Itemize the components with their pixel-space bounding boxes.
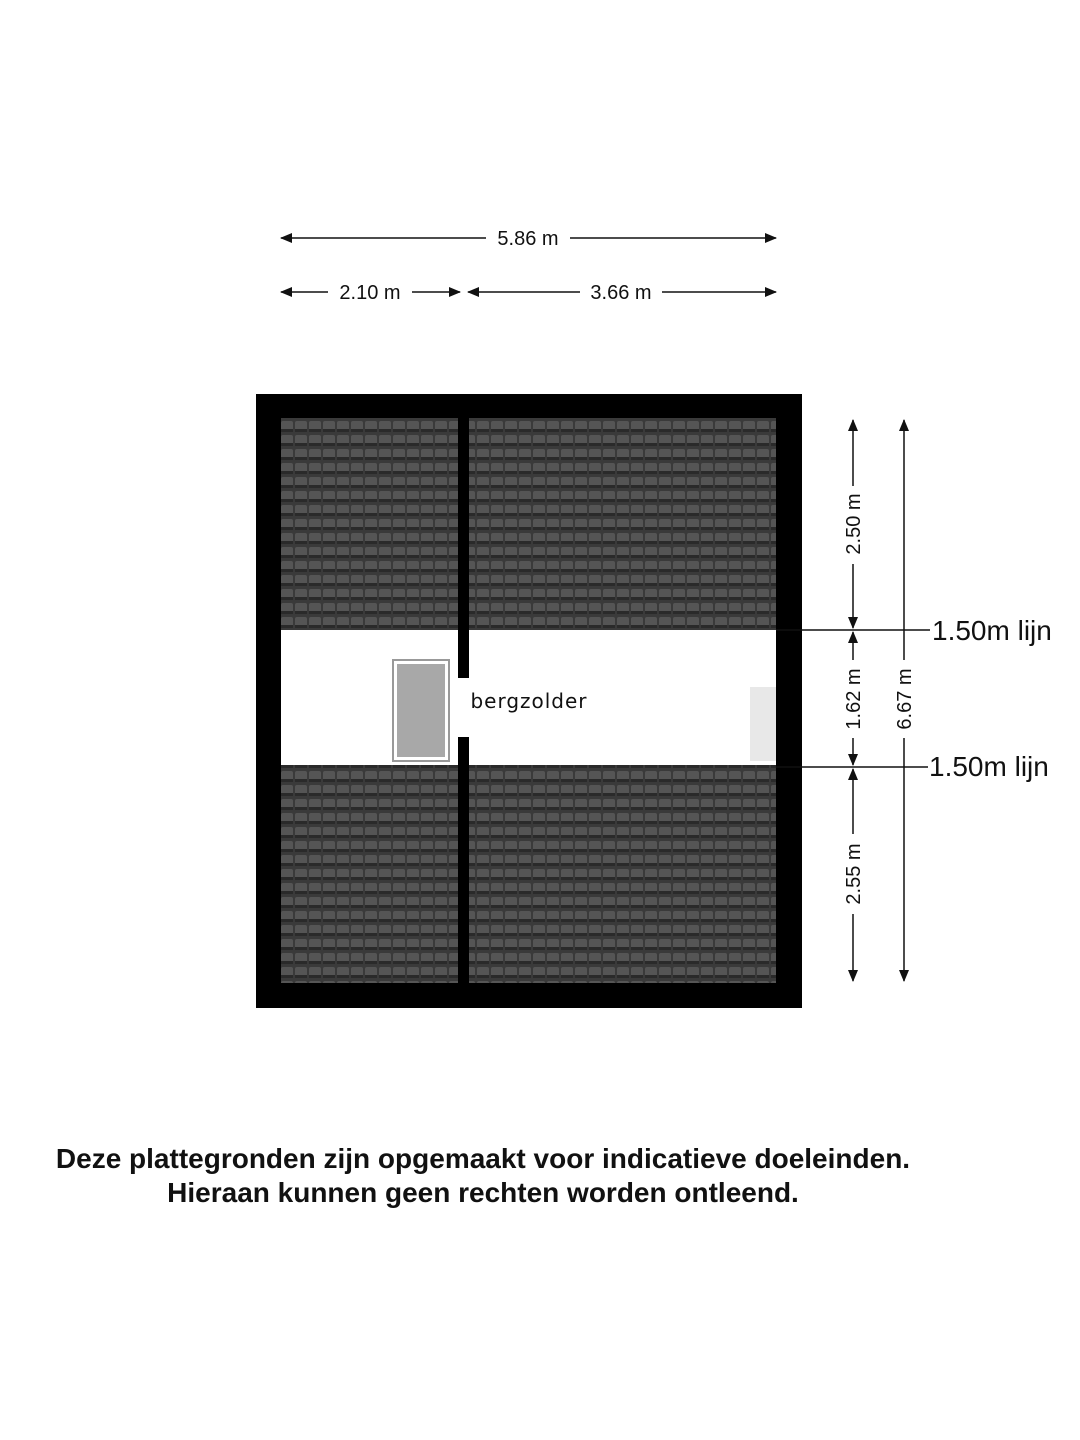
roof-tiles-bottom-left: [281, 765, 458, 983]
dimension-top-depth-label: 2.50 m: [843, 493, 865, 555]
dimension-total-depth: [894, 420, 916, 981]
room-label: bergzolder: [470, 689, 588, 713]
partition-wall-top: [458, 418, 469, 678]
roof-tiles-top-right: [469, 418, 776, 630]
dimension-left-width: [281, 282, 460, 304]
skylight-glass: [397, 664, 445, 757]
dimension-total-width-label: 5.86 m: [497, 228, 559, 250]
dimension-right-width: [468, 282, 776, 304]
disclaimer-line-2: Hieraan kunnen geen rechten worden ontleend.: [167, 1177, 799, 1208]
dimension-top-depth: [843, 420, 865, 628]
dimension-bottom-depth: [843, 769, 865, 981]
wall-fixture: [750, 687, 776, 761]
dimension-total-width: [281, 228, 776, 250]
roof-tiles-top-left: [281, 418, 458, 630]
dimension-middle-depth-label: 1.62 m: [843, 668, 865, 730]
height-line-lower-label: 1.50m lijn: [929, 751, 1049, 782]
height-line-lower: [776, 751, 1049, 782]
roof-tiles-bottom-right: [469, 765, 776, 983]
partition-wall-bottom: [458, 737, 469, 983]
dimension-left-width-label: 2.10 m: [339, 282, 401, 304]
height-line-upper: [776, 615, 1052, 646]
height-line-upper-label: 1.50m lijn: [932, 615, 1052, 646]
dimension-right-width-label: 3.66 m: [590, 282, 652, 304]
disclaimer: [0, 1142, 966, 1210]
disclaimer-line-1: Deze plattegronden zijn opgemaakt voor indicatieve doeleinden.: [55, 1143, 911, 1174]
dimension-total-depth-label: 6.67 m: [894, 668, 916, 730]
dimension-middle-depth: [843, 632, 865, 765]
dimension-bottom-depth-label: 2.55 m: [843, 843, 865, 905]
